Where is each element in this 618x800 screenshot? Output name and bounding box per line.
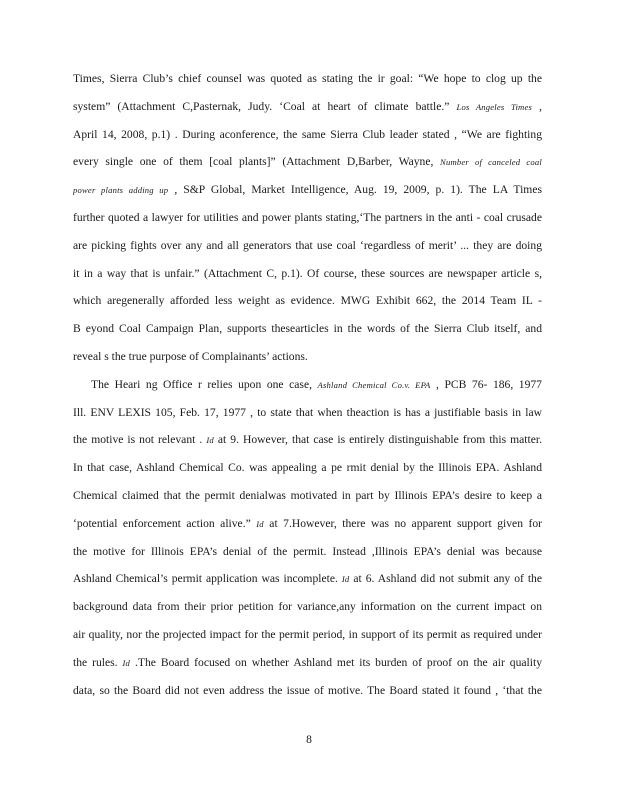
text-segment: .The Board focused on whether Ashland met its burden of proof on the air quality	[130, 656, 542, 669]
italic-citation: Id	[256, 519, 264, 529]
text-line	[73, 461, 542, 475]
text-segment: B eyond Coal Campaign Plan, supports thesearticles in the words of the Sierra Club itself, and	[73, 322, 542, 335]
text-line	[73, 322, 542, 336]
text-segment: air quality, nor the projected impact for the permit period, in support of its permit as required under	[73, 628, 542, 641]
text-segment: ,	[532, 100, 542, 113]
text-line	[73, 489, 542, 503]
text-segment: at 6. Ashland did not submit any of the	[349, 572, 542, 585]
text-segment: April 14, 2008, p.1) . During aconference, the same Sierra Club leader stated , “We are fighting	[73, 128, 542, 141]
text-segment: Ashland Chemical’s permit application was incomplete.	[73, 572, 342, 585]
text-line	[73, 517, 542, 531]
text-segment: ‘potential enforcement action alive.”	[73, 517, 257, 530]
text-line	[73, 100, 542, 114]
text-segment: at 9. However, that case is entirely distinguishable from this matter.	[213, 433, 542, 446]
text-line	[73, 656, 542, 670]
text-line	[73, 155, 542, 169]
italic-citation: Id	[206, 435, 214, 445]
text-line	[73, 267, 542, 281]
italic-citation: Id	[341, 574, 350, 584]
text-line	[91, 378, 542, 392]
italic-citation: Number of canceled coal	[440, 157, 542, 167]
text-segment: , S&P Global, Market Intelligence, Aug. 19, 2009, p. 1). The LA Times	[168, 183, 542, 196]
text-line	[73, 211, 542, 225]
text-segment: it in a way that is unfair.” (Attachment C, p.1). Of course, these sources are newspaper article s,	[73, 267, 542, 280]
text-segment: every single one of them [coal plants]” (Attachment D,Barber, Wayne,	[73, 155, 441, 168]
text-segment: , PCB 76- 186, 1977	[430, 378, 542, 391]
text-segment: further quoted a lawyer for utilities and power plants stating,‘The partners in the anti - coal crusade	[73, 211, 542, 224]
text-line	[73, 239, 542, 253]
text-line	[73, 406, 542, 420]
text-line	[73, 128, 542, 142]
italic-citation: Id	[122, 658, 131, 668]
text-segment: Times, Sierra Club’s chief counsel was quoted as stating the ir goal: “We hope to clog up the	[73, 72, 542, 85]
text-line	[73, 600, 542, 614]
page-number: 8	[306, 733, 312, 746]
text-segment: In that case, Ashland Chemical Co. was appealing a pe rmit denial by the Illinois EPA. Ashland	[73, 461, 542, 474]
text-line	[73, 294, 542, 308]
text-segment: the rules.	[73, 656, 123, 669]
text-line	[73, 433, 542, 447]
italic-citation: Los Angeles Times	[456, 102, 533, 112]
text-line	[73, 545, 542, 559]
text-segment: the motive for Illinois EPA’s denial of the permit. Instead ,Illinois EPA’s denial was because	[73, 545, 542, 558]
text-segment: Ill. ENV LEXIS 105, Feb. 17, 1977 , to state that when theaction is has a justifiable basis in law	[73, 406, 542, 419]
text-segment: Chemical claimed that the permit denialwas motivated in part by Illinois EPA’s desire to keep a	[73, 489, 542, 502]
text-line	[73, 183, 542, 197]
text-line	[73, 572, 542, 586]
italic-citation: power plants adding up	[73, 185, 169, 195]
text-segment: which aregenerally afforded less weight as evidence. MWG Exhibit 662, the 2014 Team IL -	[73, 294, 542, 307]
text-segment: are picking fights over any and all generators that use coal ‘regardless of merit’ ... they are doing	[73, 239, 542, 252]
italic-citation: Ashland Chemical Co.v. EPA	[317, 380, 431, 390]
text-segment: at 7.However, there was no apparent support given for	[263, 517, 542, 530]
text-line	[73, 72, 542, 86]
text-segment: the motive is not relevant .	[73, 433, 207, 446]
text-line	[73, 628, 542, 642]
text-segment: reveal s the true purpose of Complainants’ actions.	[73, 350, 308, 363]
text-segment: The Heari ng Office r relies upon one case,	[91, 378, 318, 391]
text-line	[73, 350, 542, 364]
text-line	[73, 684, 542, 698]
text-segment: background data from their prior petition for variance,any information on the current impact on	[73, 600, 542, 613]
text-segment: data, so the Board did not even address the issue of motive. The Board stated it found , ‘that the	[73, 684, 542, 697]
text-segment: system” (Attachment C,Pasternak, Judy. ‘Coal at heart of climate battle.”	[73, 100, 457, 113]
